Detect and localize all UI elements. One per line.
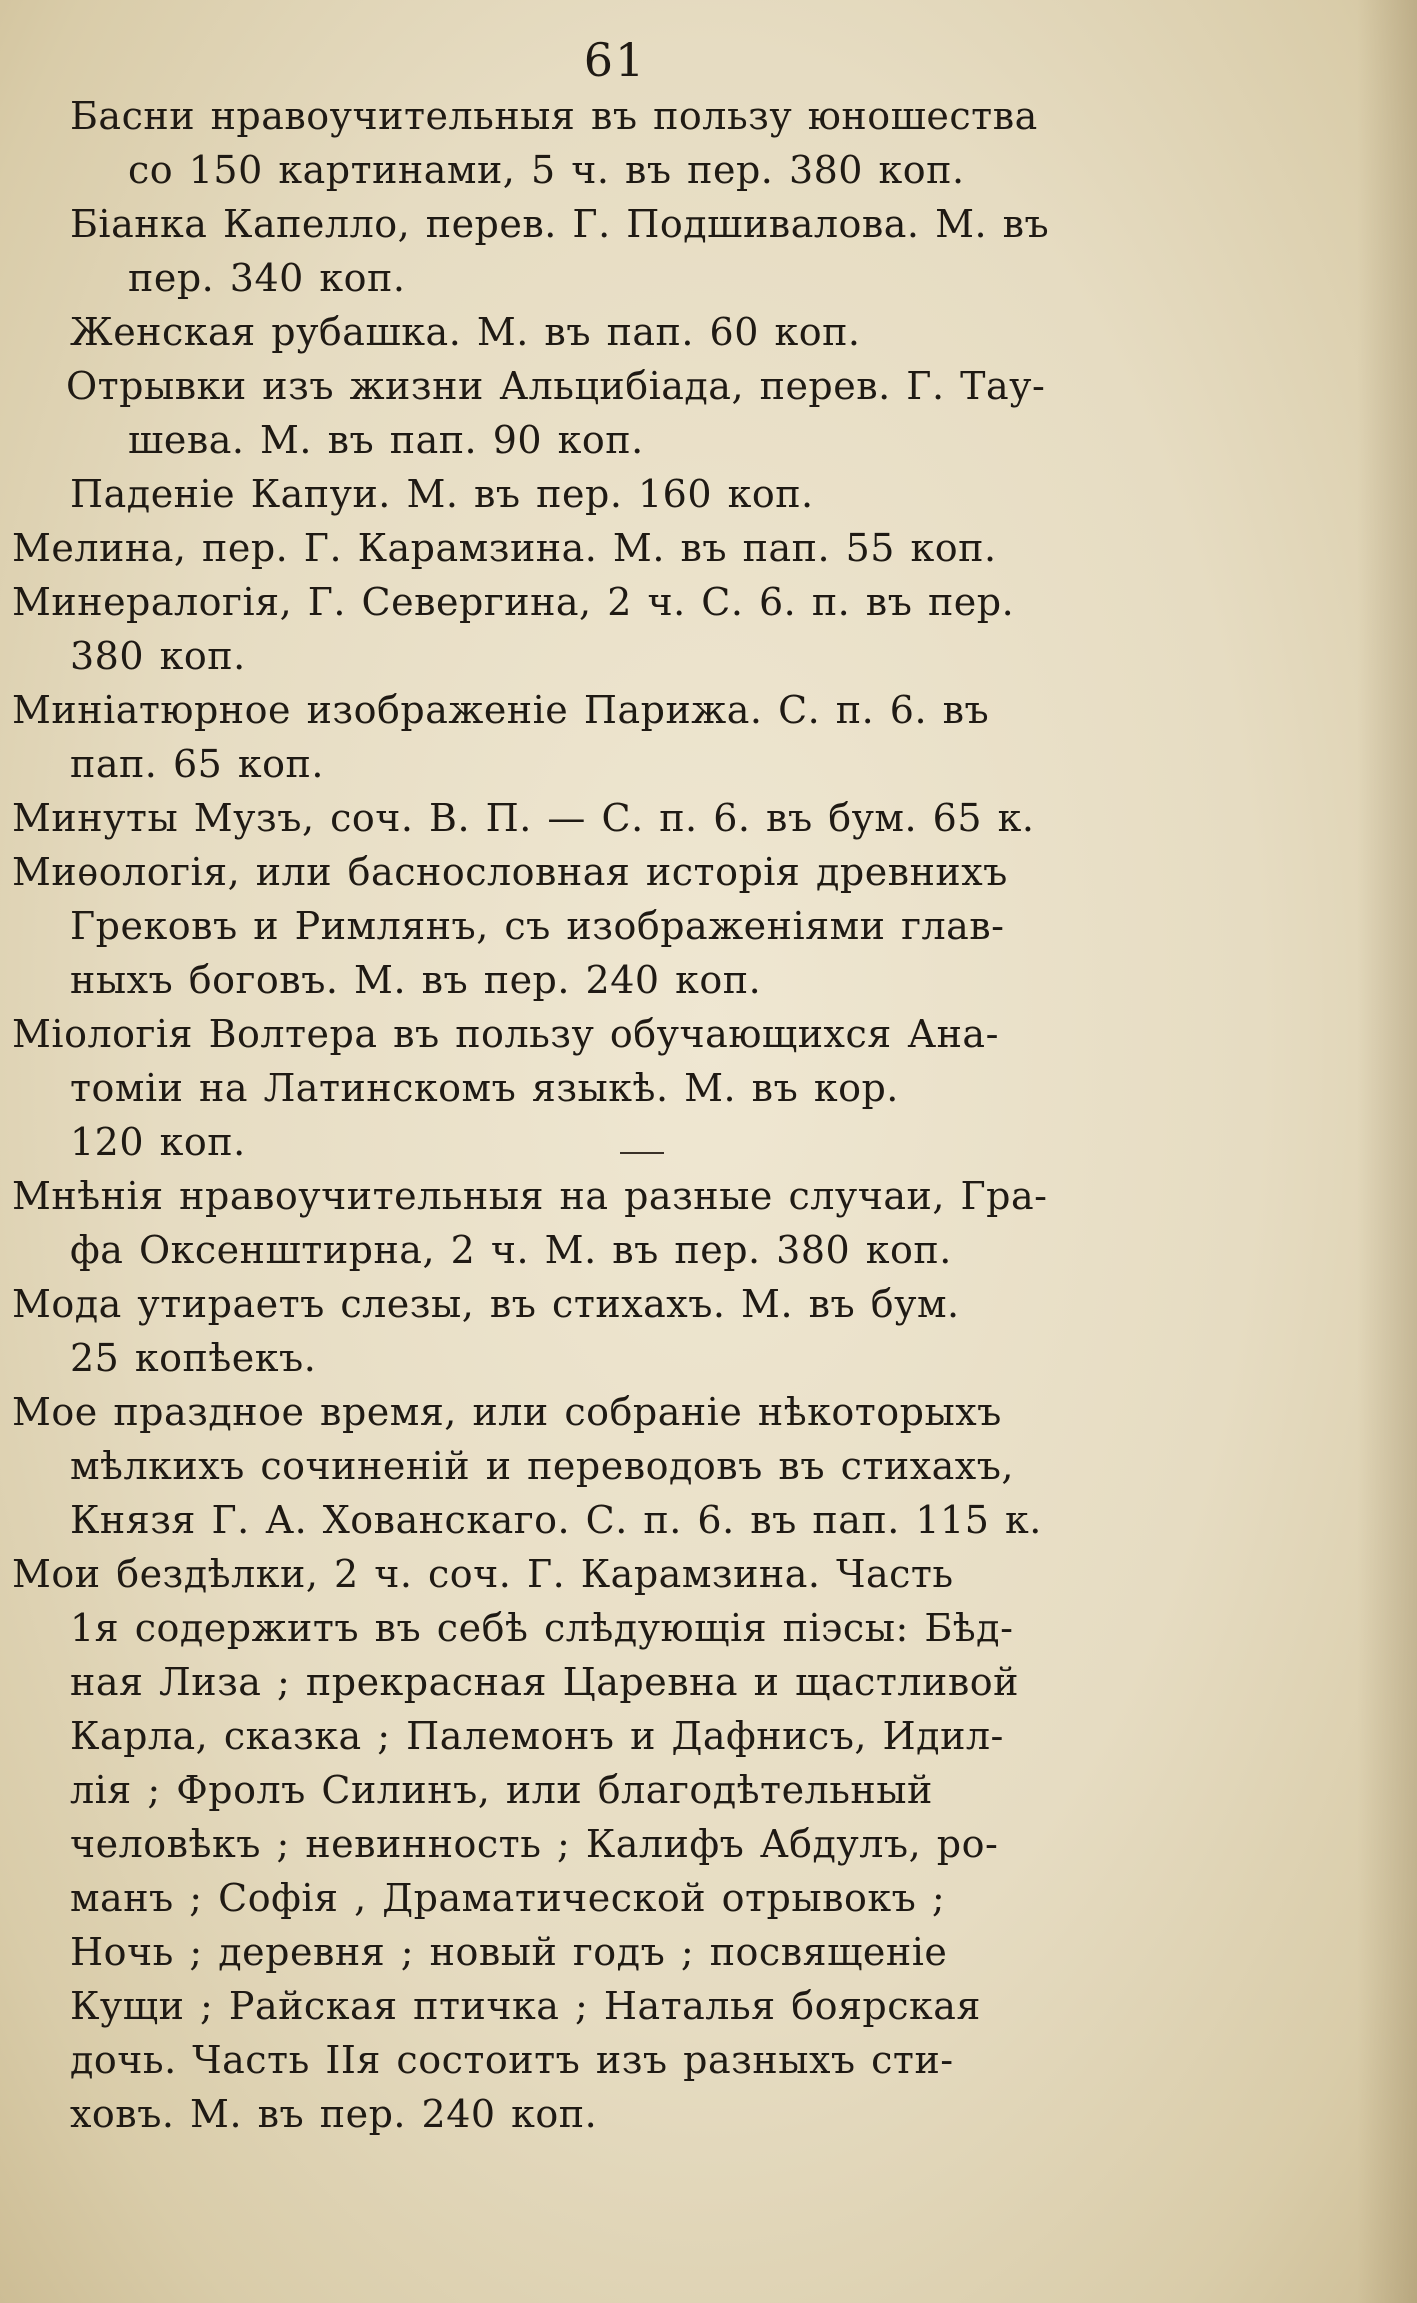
catalog-line: Грековъ и Римлянъ, съ изображеніями глав- [70, 904, 1005, 948]
catalog-line: томіи на Латинскомъ языкѣ. М. въ кор. [70, 1066, 899, 1110]
catalog-line: Минуты Музъ, соч. В. П. — С. п. 6. въ бум. 65 к. [12, 796, 1035, 840]
catalog-line: пап. 65 коп. [70, 742, 324, 786]
catalog-line: ная Лиза ; прекрасная Царевна и щастливой [70, 1660, 1019, 1704]
catalog-line: человѣкъ ; невинность ; Калифъ Абдулъ, ро- [70, 1822, 999, 1866]
catalog-line: Мода утираетъ слезы, въ стихахъ. М. въ бум. [12, 1282, 960, 1326]
catalog-line: манъ ; Софія , Драматической отрывокъ ; [70, 1876, 946, 1920]
catalog-line: Мелина, пер. Г. Карамзина. М. въ пап. 55 коп. [12, 526, 997, 570]
catalog-line: Мои бездѣлки, 2 ч. соч. Г. Карамзина. Часть [12, 1552, 954, 1596]
catalog-line: фа Оксенштирна, 2 ч. М. въ пер. 380 коп. [70, 1228, 952, 1272]
catalog-line: Кущи ; Райская птичка ; Наталья боярская [70, 1984, 981, 2028]
catalog-line: 1я содержитъ въ себѣ слѣдующія піэсы: Бѣд- [70, 1606, 1014, 1650]
catalog-line: Карла, сказка ; Палемонъ и Дафнисъ, Идил- [70, 1714, 1004, 1758]
catalog-line: Князя Г. А. Хованскаго. С. п. 6. въ пап. 115 к. [70, 1498, 1042, 1542]
short-rule [620, 1152, 664, 1154]
catalog-line: Мнѣнія нравоучительныя на разные случаи, Гра- [12, 1174, 1048, 1218]
catalog-line: Минералогія, Г. Севергина, 2 ч. С. 6. п. въ пер. [12, 580, 1015, 624]
catalog-line: Міологія Волтера въ пользу обучающихся Ана- [12, 1012, 999, 1056]
catalog-line: Женская рубашка. М. въ пап. 60 коп. [70, 310, 861, 354]
catalog-line: со 150 картинами, 5 ч. въ пер. 380 коп. [128, 148, 965, 192]
catalog-line: Отрывки изъ жизни Альцибіада, перев. Г. Тау- [66, 364, 1046, 408]
catalog-line: ныхъ боговъ. М. въ пер. 240 коп. [70, 958, 762, 1002]
catalog-line: 120 коп. [70, 1120, 246, 1164]
catalog-line: Біанка Капелло, перев. Г. Подшивалова. М. въ [70, 202, 1050, 246]
catalog-line: Ночь ; деревня ; новый годъ ; посвященіе [70, 1930, 948, 1974]
catalog-line: Миѳологія, или баснословная исторія древнихъ [12, 850, 1008, 894]
catalog-line: Миніатюрное изображеніе Парижа. С. п. 6. въ [12, 688, 990, 732]
catalog-line: шева. М. въ пап. 90 коп. [128, 418, 644, 462]
catalog-line: 380 коп. [70, 634, 246, 678]
catalog-line: пер. 340 коп. [128, 256, 406, 300]
catalog-line: лія ; Фролъ Силинъ, или благодѣтельный [70, 1768, 933, 1812]
catalog-line: ховъ. М. въ пер. 240 коп. [70, 2092, 598, 2136]
catalog-line: мѣлкихъ сочиненій и переводовъ въ стихахъ, [70, 1444, 1014, 1488]
catalog-line: дочь. Часть IIя состоитъ изъ разныхъ сти- [70, 2038, 954, 2082]
catalog-line: Паденіе Капуи. М. въ пер. 160 коп. [70, 472, 814, 516]
page-number: 61 [583, 33, 647, 87]
catalog-line: Мое праздное время, или собраніе нѣкоторыхъ [12, 1390, 1002, 1434]
catalog-line: 25 копѣекъ. [70, 1336, 317, 1380]
page-edge-shadow [1357, 0, 1417, 2303]
catalog-line: Басни нравоучительныя въ пользу юношества [70, 94, 1038, 138]
